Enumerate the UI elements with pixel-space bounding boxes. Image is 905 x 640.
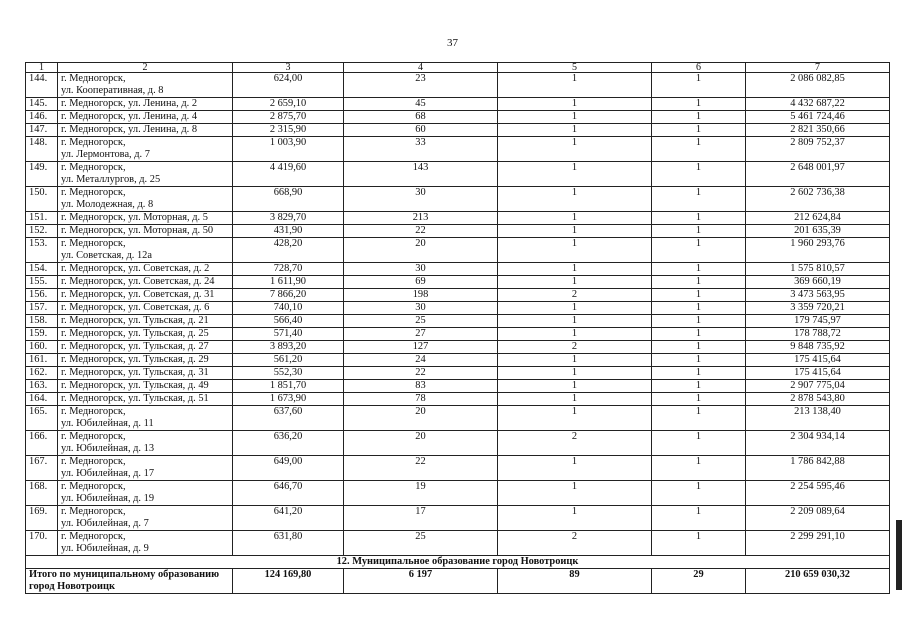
row-sum: 3 359 720,21: [746, 302, 890, 315]
row-sum: 369 660,19: [746, 276, 890, 289]
row-address: [58, 187, 233, 212]
row-address: [58, 302, 233, 315]
row-area: 624,00: [233, 73, 344, 98]
row-col5: 2: [498, 431, 652, 456]
address-line2: ул. Металлургов, д. 25: [61, 174, 161, 185]
row-count: 60: [344, 124, 498, 137]
address-line2: ул. Юбилейная, д. 11: [61, 418, 154, 429]
data-table: [25, 62, 890, 594]
row-count: 22: [344, 225, 498, 238]
address-line2: ул. Советская, д. 12а: [61, 250, 152, 261]
row-col5: 1: [498, 276, 652, 289]
section-heading-row: [26, 556, 890, 569]
row-area: 2 315,90: [233, 124, 344, 137]
address-line2: ул. Кооперативная, д. 8: [61, 85, 164, 96]
row-address: [58, 506, 233, 531]
address-line1: г. Медногорск,: [61, 531, 126, 542]
row-address: [58, 225, 233, 238]
row-area: 649,00: [233, 456, 344, 481]
row-col5: 1: [498, 315, 652, 328]
address-line1: г. Медногорск,: [61, 162, 126, 173]
column-header: 5: [498, 63, 652, 73]
row-col5: 1: [498, 124, 652, 137]
total-count: 6 197: [344, 569, 498, 594]
row-sum: 3 473 563,95: [746, 289, 890, 302]
address-line1: г. Медногорск, ул. Тульская, д. 51: [61, 393, 209, 404]
row-number: 144.: [26, 73, 58, 98]
row-count: 24: [344, 354, 498, 367]
row-number: 157.: [26, 302, 58, 315]
row-col5: 1: [498, 238, 652, 263]
row-area: 637,60: [233, 406, 344, 431]
row-sum: 178 788,72: [746, 328, 890, 341]
row-col6: 1: [652, 289, 746, 302]
row-count: 127: [344, 341, 498, 354]
address-line1: г. Медногорск, ул. Ленина, д. 4: [61, 111, 198, 122]
row-area: 668,90: [233, 187, 344, 212]
row-count: 30: [344, 187, 498, 212]
row-sum: 2 821 350,66: [746, 124, 890, 137]
row-col5: 2: [498, 341, 652, 354]
table-row: [26, 124, 890, 137]
row-number: 163.: [26, 380, 58, 393]
row-col6: 1: [652, 506, 746, 531]
table-row: [26, 225, 890, 238]
row-address: [58, 162, 233, 187]
row-sum: 179 745,97: [746, 315, 890, 328]
row-col6: 1: [652, 406, 746, 431]
row-number: 164.: [26, 393, 58, 406]
address-line2: ул. Молодежная, д. 8: [61, 199, 154, 210]
row-sum: 213 138,40: [746, 406, 890, 431]
row-col5: 2: [498, 289, 652, 302]
row-number: 158.: [26, 315, 58, 328]
row-count: 30: [344, 302, 498, 315]
row-area: 2 659,10: [233, 98, 344, 111]
table-row: [26, 380, 890, 393]
table-row: [26, 506, 890, 531]
row-count: 23: [344, 73, 498, 98]
row-count: 22: [344, 367, 498, 380]
address-line2: ул. Юбилейная, д. 9: [61, 543, 149, 554]
row-col6: 1: [652, 73, 746, 98]
column-header: 6: [652, 63, 746, 73]
scan-edge-mark: [896, 520, 902, 590]
row-address: [58, 380, 233, 393]
total-area: 124 169,80: [233, 569, 344, 594]
address-line1: г. Медногорск,: [61, 137, 126, 148]
address-line1: г. Медногорск,: [61, 187, 126, 198]
address-line1: г. Медногорск, ул. Советская, д. 6: [61, 302, 210, 313]
row-count: 78: [344, 393, 498, 406]
table-row: [26, 406, 890, 431]
table-row: [26, 111, 890, 124]
section-heading: 12. Муниципальное образование город Новотроицк: [26, 556, 890, 569]
row-number: 154.: [26, 263, 58, 276]
address-line1: г. Медногорск,: [61, 73, 126, 84]
address-line2: ул. Юбилейная, д. 13: [61, 443, 155, 454]
row-count: 45: [344, 98, 498, 111]
table-row: [26, 187, 890, 212]
address-line1: г. Медногорск, ул. Советская, д. 2: [61, 263, 210, 274]
table-row: [26, 328, 890, 341]
table-row: [26, 393, 890, 406]
column-header: 7: [746, 63, 890, 73]
table-row: [26, 481, 890, 506]
total-col6: 29: [652, 569, 746, 594]
address-line1: г. Медногорск, ул. Ленина, д. 8: [61, 124, 198, 135]
row-address: [58, 367, 233, 380]
address-line2: ул. Юбилейная, д. 19: [61, 493, 155, 504]
row-sum: 175 415,64: [746, 367, 890, 380]
table-row: [26, 137, 890, 162]
row-sum: 201 635,39: [746, 225, 890, 238]
table-row: [26, 302, 890, 315]
row-address: [58, 238, 233, 263]
row-sum: 2 809 752,37: [746, 137, 890, 162]
table-row: [26, 341, 890, 354]
row-area: 561,20: [233, 354, 344, 367]
row-col6: 1: [652, 367, 746, 380]
row-number: 160.: [26, 341, 58, 354]
address-line1: г. Медногорск, ул. Тульская, д. 31: [61, 367, 209, 378]
row-count: 25: [344, 315, 498, 328]
row-number: 162.: [26, 367, 58, 380]
row-col6: 1: [652, 98, 746, 111]
row-address: [58, 328, 233, 341]
address-line1: г. Медногорск,: [61, 238, 126, 249]
row-address: [58, 531, 233, 556]
row-count: 33: [344, 137, 498, 162]
row-count: 69: [344, 276, 498, 289]
row-col6: 1: [652, 238, 746, 263]
table-row: [26, 367, 890, 380]
row-area: 3 829,70: [233, 212, 344, 225]
row-address: [58, 212, 233, 225]
row-address: [58, 111, 233, 124]
address-line2: ул. Юбилейная, д. 17: [61, 468, 155, 479]
row-col6: 1: [652, 354, 746, 367]
row-col5: 1: [498, 393, 652, 406]
row-number: 152.: [26, 225, 58, 238]
row-count: 22: [344, 456, 498, 481]
row-number: 167.: [26, 456, 58, 481]
row-area: 571,40: [233, 328, 344, 341]
row-col5: 1: [498, 456, 652, 481]
row-area: 4 419,60: [233, 162, 344, 187]
table-row: [26, 531, 890, 556]
row-col6: 1: [652, 276, 746, 289]
row-address: [58, 73, 233, 98]
row-number: 169.: [26, 506, 58, 531]
row-address: [58, 393, 233, 406]
column-header: 3: [233, 63, 344, 73]
row-col6: 1: [652, 124, 746, 137]
row-address: [58, 124, 233, 137]
column-header: 1: [26, 63, 58, 73]
row-address: [58, 456, 233, 481]
row-col5: 1: [498, 137, 652, 162]
row-sum: 1 960 293,76: [746, 238, 890, 263]
row-col5: 1: [498, 187, 652, 212]
table-row: [26, 456, 890, 481]
row-sum: 1 786 842,88: [746, 456, 890, 481]
total-label: [26, 569, 233, 594]
row-col5: 1: [498, 111, 652, 124]
row-number: 147.: [26, 124, 58, 137]
row-col6: 1: [652, 456, 746, 481]
table-header-row: [26, 63, 890, 73]
row-number: 148.: [26, 137, 58, 162]
row-sum: 2 254 595,46: [746, 481, 890, 506]
row-col6: 1: [652, 302, 746, 315]
row-col6: 1: [652, 531, 746, 556]
row-number: 165.: [26, 406, 58, 431]
row-sum: 2 602 736,38: [746, 187, 890, 212]
row-sum: 2 907 775,04: [746, 380, 890, 393]
address-line1: г. Медногорск,: [61, 506, 126, 517]
address-line1: г. Медногорск, ул. Моторная, д. 5: [61, 212, 208, 223]
row-number: 161.: [26, 354, 58, 367]
total-label-line2: город Новотроицк: [29, 581, 115, 592]
row-area: 728,70: [233, 263, 344, 276]
row-col6: 1: [652, 393, 746, 406]
row-area: 631,80: [233, 531, 344, 556]
address-line1: г. Медногорск, ул. Моторная, д. 50: [61, 225, 214, 236]
row-sum: 2 086 082,85: [746, 73, 890, 98]
row-area: 7 866,20: [233, 289, 344, 302]
row-area: 740,10: [233, 302, 344, 315]
row-col5: 1: [498, 328, 652, 341]
row-col5: 1: [498, 380, 652, 393]
address-line2: ул. Юбилейная, д. 7: [61, 518, 149, 529]
row-address: [58, 289, 233, 302]
row-count: 143: [344, 162, 498, 187]
row-col6: 1: [652, 263, 746, 276]
row-address: [58, 137, 233, 162]
row-col6: 1: [652, 315, 746, 328]
row-area: 1 673,90: [233, 393, 344, 406]
address-line1: г. Медногорск, ул. Советская, д. 31: [61, 289, 215, 300]
row-sum: 2 209 089,64: [746, 506, 890, 531]
row-address: [58, 263, 233, 276]
row-count: 30: [344, 263, 498, 276]
row-address: [58, 341, 233, 354]
row-col5: 1: [498, 406, 652, 431]
row-count: 68: [344, 111, 498, 124]
row-sum: 2 299 291,10: [746, 531, 890, 556]
address-line1: г. Медногорск, ул. Тульская, д. 29: [61, 354, 209, 365]
row-area: 428,20: [233, 238, 344, 263]
row-number: 153.: [26, 238, 58, 263]
row-number: 149.: [26, 162, 58, 187]
row-col6: 1: [652, 137, 746, 162]
row-col5: 1: [498, 354, 652, 367]
page-number: 37: [447, 37, 458, 49]
row-col6: 1: [652, 225, 746, 238]
table-row: [26, 354, 890, 367]
row-count: 198: [344, 289, 498, 302]
row-number: 156.: [26, 289, 58, 302]
table-row: [26, 263, 890, 276]
row-area: 3 893,20: [233, 341, 344, 354]
row-area: 431,90: [233, 225, 344, 238]
row-sum: 175 415,64: [746, 354, 890, 367]
row-sum: 2 648 001,97: [746, 162, 890, 187]
row-area: 552,30: [233, 367, 344, 380]
total-row: [26, 569, 890, 594]
row-col5: 1: [498, 73, 652, 98]
total-sum: 210 659 030,32: [746, 569, 890, 594]
row-area: 2 875,70: [233, 111, 344, 124]
row-count: 20: [344, 431, 498, 456]
row-col6: 1: [652, 341, 746, 354]
table-row: [26, 276, 890, 289]
address-line2: ул. Лермонтова, д. 7: [61, 149, 150, 160]
row-area: 646,70: [233, 481, 344, 506]
row-sum: 2 878 543,80: [746, 393, 890, 406]
row-col5: 1: [498, 506, 652, 531]
row-col6: 1: [652, 111, 746, 124]
table-row: [26, 73, 890, 98]
row-area: 636,20: [233, 431, 344, 456]
address-line1: г. Медногорск, ул. Тульская, д. 49: [61, 380, 209, 391]
table-row: [26, 162, 890, 187]
table-row: [26, 431, 890, 456]
row-address: [58, 354, 233, 367]
row-count: 17: [344, 506, 498, 531]
row-sum: 1 575 810,57: [746, 263, 890, 276]
row-col6: 1: [652, 162, 746, 187]
row-sum: 9 848 735,92: [746, 341, 890, 354]
row-col5: 1: [498, 263, 652, 276]
row-count: 27: [344, 328, 498, 341]
row-number: 170.: [26, 531, 58, 556]
row-sum: 2 304 934,14: [746, 431, 890, 456]
row-area: 641,20: [233, 506, 344, 531]
row-count: 20: [344, 238, 498, 263]
row-count: 213: [344, 212, 498, 225]
row-sum: 4 432 687,22: [746, 98, 890, 111]
table-row: [26, 238, 890, 263]
row-number: 146.: [26, 111, 58, 124]
table-row: [26, 289, 890, 302]
row-col5: 1: [498, 225, 652, 238]
row-area: 1 003,90: [233, 137, 344, 162]
row-col6: 1: [652, 187, 746, 212]
row-col6: 1: [652, 481, 746, 506]
row-col5: 1: [498, 367, 652, 380]
row-address: [58, 406, 233, 431]
address-line1: г. Медногорск, ул. Советская, д. 24: [61, 276, 215, 287]
column-header: 4: [344, 63, 498, 73]
row-address: [58, 98, 233, 111]
address-line1: г. Медногорск, ул. Ленина, д. 2: [61, 98, 198, 109]
row-address: [58, 276, 233, 289]
row-col5: 1: [498, 162, 652, 187]
column-header: 2: [58, 63, 233, 73]
address-line1: г. Медногорск, ул. Тульская, д. 21: [61, 315, 209, 326]
total-label-line1: Итого по муниципальному образованию: [29, 569, 220, 580]
row-col5: 1: [498, 302, 652, 315]
row-col6: 1: [652, 431, 746, 456]
row-number: 150.: [26, 187, 58, 212]
table-row: [26, 98, 890, 111]
address-line1: г. Медногорск,: [61, 431, 126, 442]
total-col5: 89: [498, 569, 652, 594]
row-col6: 1: [652, 212, 746, 225]
row-count: 83: [344, 380, 498, 393]
row-col6: 1: [652, 328, 746, 341]
row-col5: 2: [498, 531, 652, 556]
address-line1: г. Медногорск,: [61, 406, 126, 417]
row-col5: 1: [498, 212, 652, 225]
address-line1: г. Медногорск,: [61, 481, 126, 492]
row-area: 1 851,70: [233, 380, 344, 393]
row-sum: 212 624,84: [746, 212, 890, 225]
row-number: 168.: [26, 481, 58, 506]
row-number: 166.: [26, 431, 58, 456]
row-address: [58, 481, 233, 506]
address-line1: г. Медногорск, ул. Тульская, д. 25: [61, 328, 209, 339]
table-row: [26, 212, 890, 225]
row-col5: 1: [498, 481, 652, 506]
row-area: 1 611,90: [233, 276, 344, 289]
row-number: 159.: [26, 328, 58, 341]
row-number: 145.: [26, 98, 58, 111]
row-count: 25: [344, 531, 498, 556]
address-line1: г. Медногорск,: [61, 456, 126, 467]
row-col6: 1: [652, 380, 746, 393]
row-count: 19: [344, 481, 498, 506]
table-body: [26, 73, 890, 556]
row-number: 155.: [26, 276, 58, 289]
row-area: 566,40: [233, 315, 344, 328]
row-address: [58, 315, 233, 328]
row-number: 151.: [26, 212, 58, 225]
row-sum: 5 461 724,46: [746, 111, 890, 124]
row-address: [58, 431, 233, 456]
address-line1: г. Медногорск, ул. Тульская, д. 27: [61, 341, 209, 352]
row-count: 20: [344, 406, 498, 431]
table-row: [26, 315, 890, 328]
row-col5: 1: [498, 98, 652, 111]
